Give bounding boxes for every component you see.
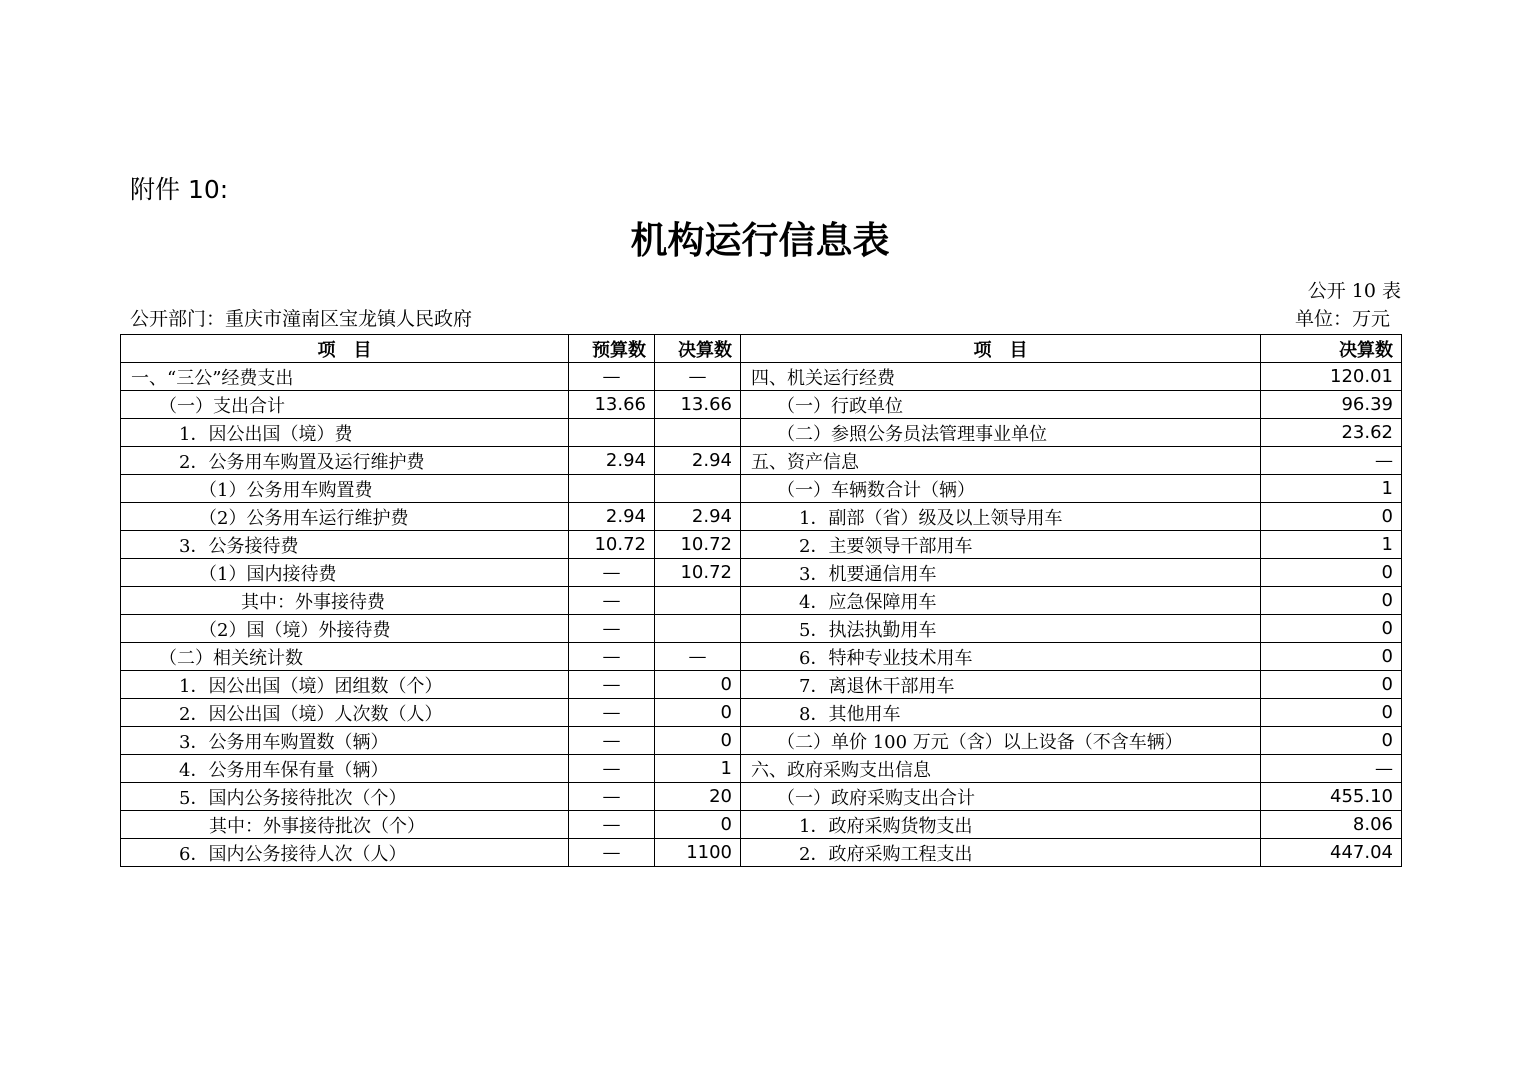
left-item: （1）公务用车购置费 bbox=[121, 475, 569, 503]
final-value: 2.94 bbox=[655, 503, 741, 531]
right-value: 0 bbox=[1261, 727, 1402, 755]
right-item: 四、机关运行经费 bbox=[741, 363, 1261, 391]
right-item: 五、资产信息 bbox=[741, 447, 1261, 475]
final-value: 1 bbox=[655, 755, 741, 783]
budget-value: 2.94 bbox=[569, 503, 655, 531]
table-row bbox=[121, 391, 1402, 419]
page-title: 机构运行信息表 bbox=[630, 219, 890, 262]
unit-label: 单位：万元 bbox=[1294, 308, 1390, 330]
right-item: 六、政府采购支出信息 bbox=[741, 755, 1261, 783]
final-value: — bbox=[655, 363, 741, 391]
table-row bbox=[121, 811, 1402, 839]
budget-value bbox=[569, 419, 655, 447]
budget-value: — bbox=[569, 755, 655, 783]
table-row bbox=[121, 587, 1402, 615]
right-item: 1．副部（省）级及以上领导用车 bbox=[741, 503, 1261, 531]
budget-value: 2.94 bbox=[569, 447, 655, 475]
attachment-label: 附件 10: bbox=[130, 175, 229, 204]
left-item: 3．公务接待费 bbox=[121, 531, 569, 559]
final-value: 2.94 bbox=[655, 447, 741, 475]
right-item: （一）行政单位 bbox=[741, 391, 1261, 419]
right-item: （一）政府采购支出合计 bbox=[741, 783, 1261, 811]
left-item: 其中：外事接待费 bbox=[121, 587, 569, 615]
left-item: 1．因公出国（境）费 bbox=[121, 419, 569, 447]
table-number: 公开 10 表 bbox=[1307, 280, 1401, 302]
final-value: 0 bbox=[655, 671, 741, 699]
right-item: 2．政府采购工程支出 bbox=[741, 839, 1261, 867]
budget-value: — bbox=[569, 699, 655, 727]
right-value: 455.10 bbox=[1261, 783, 1402, 811]
col-header-item-right: 项 目 bbox=[741, 335, 1261, 363]
col-header-final: 决算数 bbox=[655, 335, 741, 363]
budget-value: — bbox=[569, 615, 655, 643]
final-value: 0 bbox=[655, 811, 741, 839]
right-value: 0 bbox=[1261, 559, 1402, 587]
right-item: 4．应急保障用车 bbox=[741, 587, 1261, 615]
right-value: 0 bbox=[1261, 643, 1402, 671]
final-value: 13.66 bbox=[655, 391, 741, 419]
right-value: 447.04 bbox=[1261, 839, 1402, 867]
table-row bbox=[121, 839, 1402, 867]
table-row bbox=[121, 363, 1402, 391]
final-value: 0 bbox=[655, 699, 741, 727]
col-header-final-right: 决算数 bbox=[1261, 335, 1402, 363]
table-row bbox=[121, 671, 1402, 699]
table-row bbox=[121, 643, 1402, 671]
right-value: 23.62 bbox=[1261, 419, 1402, 447]
left-item: 2．因公出国（境）人次数（人） bbox=[121, 699, 569, 727]
budget-value: — bbox=[569, 587, 655, 615]
left-item: 5．国内公务接待批次（个） bbox=[121, 783, 569, 811]
left-item: 其中：外事接待批次（个） bbox=[121, 811, 569, 839]
right-item: 5．执法执勤用车 bbox=[741, 615, 1261, 643]
table-row bbox=[121, 783, 1402, 811]
final-value bbox=[655, 475, 741, 503]
left-item: 一、“三公”经费支出 bbox=[121, 363, 569, 391]
right-value: 1 bbox=[1261, 531, 1402, 559]
right-item: 8．其他用车 bbox=[741, 699, 1261, 727]
right-item: 2．主要领导干部用车 bbox=[741, 531, 1261, 559]
final-value: 20 bbox=[655, 783, 741, 811]
right-item: 3．机要通信用车 bbox=[741, 559, 1261, 587]
table-row bbox=[121, 447, 1402, 475]
table-row bbox=[121, 559, 1402, 587]
left-item: 1．因公出国（境）团组数（个） bbox=[121, 671, 569, 699]
left-item: （一）支出合计 bbox=[121, 391, 569, 419]
left-item: （2）国（境）外接待费 bbox=[121, 615, 569, 643]
left-item: （2）公务用车运行维护费 bbox=[121, 503, 569, 531]
left-item: 6．国内公务接待人次（人） bbox=[121, 839, 569, 867]
budget-value: — bbox=[569, 643, 655, 671]
budget-value: — bbox=[569, 839, 655, 867]
table-header-row bbox=[121, 335, 1402, 363]
right-item: 1．政府采购货物支出 bbox=[741, 811, 1261, 839]
table-row bbox=[121, 727, 1402, 755]
table-row bbox=[121, 503, 1402, 531]
budget-value: — bbox=[569, 811, 655, 839]
final-value bbox=[655, 419, 741, 447]
right-value: 0 bbox=[1261, 699, 1402, 727]
left-item: 4．公务用车保有量（辆） bbox=[121, 755, 569, 783]
right-item: （二）参照公务员法管理事业单位 bbox=[741, 419, 1261, 447]
final-value: 1100 bbox=[655, 839, 741, 867]
budget-value: — bbox=[569, 783, 655, 811]
left-item: 2．公务用车购置及运行维护费 bbox=[121, 447, 569, 475]
table-row bbox=[121, 475, 1402, 503]
budget-value: — bbox=[569, 363, 655, 391]
right-value: 0 bbox=[1261, 587, 1402, 615]
right-item: （二）单价 100 万元（含）以上设备（不含车辆） bbox=[741, 727, 1261, 755]
info-table bbox=[120, 334, 1402, 867]
left-item: 3．公务用车购置数（辆） bbox=[121, 727, 569, 755]
final-value: — bbox=[655, 643, 741, 671]
budget-value: — bbox=[569, 559, 655, 587]
right-item: 6．特种专业技术用车 bbox=[741, 643, 1261, 671]
budget-value: — bbox=[569, 671, 655, 699]
table-row bbox=[121, 755, 1402, 783]
budget-value: 10.72 bbox=[569, 531, 655, 559]
left-item: （二）相关统计数 bbox=[121, 643, 569, 671]
right-value: — bbox=[1261, 755, 1402, 783]
table-row bbox=[121, 531, 1402, 559]
right-item: 7．离退休干部用车 bbox=[741, 671, 1261, 699]
right-value: 96.39 bbox=[1261, 391, 1402, 419]
right-value: 120.01 bbox=[1261, 363, 1402, 391]
final-value: 0 bbox=[655, 727, 741, 755]
table-row bbox=[121, 419, 1402, 447]
final-value: 10.72 bbox=[655, 531, 741, 559]
final-value bbox=[655, 615, 741, 643]
right-value: 1 bbox=[1261, 475, 1402, 503]
right-value: 0 bbox=[1261, 503, 1402, 531]
right-value: 8.06 bbox=[1261, 811, 1402, 839]
budget-value: 13.66 bbox=[569, 391, 655, 419]
right-item: （一）车辆数合计（辆） bbox=[741, 475, 1261, 503]
left-item: （1）国内接待费 bbox=[121, 559, 569, 587]
table-row bbox=[121, 615, 1402, 643]
col-header-budget: 预算数 bbox=[569, 335, 655, 363]
department-label: 公开部门：重庆市潼南区宝龙镇人民政府 bbox=[130, 308, 473, 330]
final-value: 10.72 bbox=[655, 559, 741, 587]
right-value: 0 bbox=[1261, 671, 1402, 699]
right-value: 0 bbox=[1261, 615, 1402, 643]
table-row bbox=[121, 699, 1402, 727]
budget-value bbox=[569, 475, 655, 503]
col-header-item-left: 项 目 bbox=[121, 335, 569, 363]
budget-value: — bbox=[569, 727, 655, 755]
right-value: — bbox=[1261, 447, 1402, 475]
final-value bbox=[655, 587, 741, 615]
